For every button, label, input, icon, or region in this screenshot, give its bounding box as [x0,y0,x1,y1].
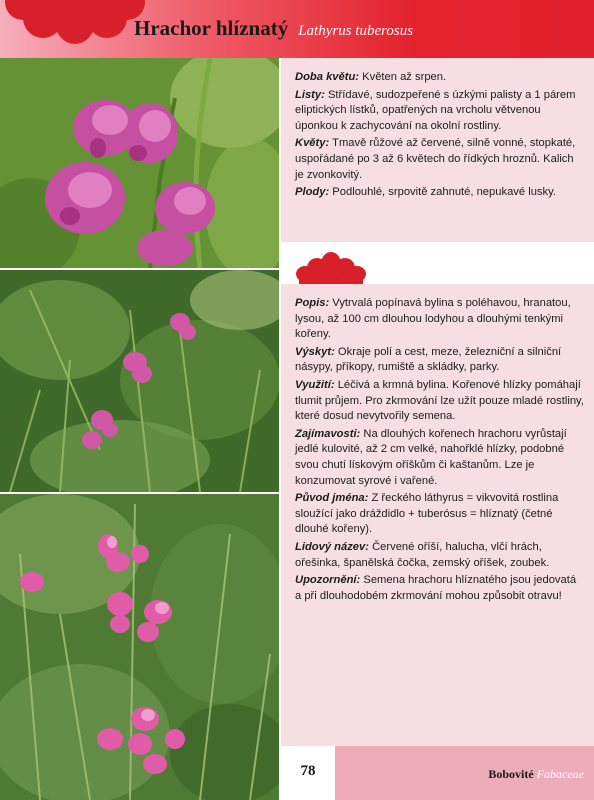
entry-description: Popis: Vytrvalá popínavá bylina s poléhavou, hranatou, lysou, až 100 cm dlouhou lodyhou a dlouhými tenkými kořeny. [295,297,571,341]
info-list-top [295,70,585,203]
flower-divider-icon [295,252,367,284]
entry-occurrence: Výskyt: Okraje polí a cest, meze, železniční a silniční násypy, příkopy, rumiště a skládky, parky. [295,345,562,374]
page-title [134,16,413,41]
title-latin: Lathyrus tuberosus [298,23,414,39]
entry-flowers: Květy: Tmavě růžové až červené, silně vonné, stopkaté, uspořádané po 3 až 6 květech do řídkých hroznů. Kalich je zvonkovitý. [295,137,576,181]
entry-fruits: Plody: Podlouhlé, srpovitě zahnuté, nepukavé lusky. [295,186,556,199]
entry-leaves: Listy: Střídavé, sudozpeřené s úzkými palisty a 1 párem eliptických lístků, opatřených na vrcholu větvenou úponkou k zachycování na okolní rostliny. [295,88,576,132]
family-name [488,767,584,782]
family-name-latin: Fabaceae [536,767,584,781]
info-list-bottom [295,296,585,606]
title-czech: Hrachor hlíznatý [134,16,289,40]
entry-folk-names: Lidový název: Červené oříší, halucha, vlčí hrách, ořešinka, španělská čočka, zemský oříšek, zoubek. [295,540,550,569]
photo-flowering-stems [0,494,279,800]
entry-bloom-time: Doba květu: Květen až srpen. [295,71,447,83]
page-number: 78 [300,763,316,779]
page-header [0,0,594,58]
photo-flower-closeup [0,58,279,268]
entry-curiosities: Zajímavosti: Na dlouhých kořenech hrachoru vyrůstají jedlé kulovité, až 2 cm velké, nahořklé hlízky, podobné svou chutí lískovým oříškům či kaštanům. Lze je konzumovat syrové i vařené. [295,427,567,487]
family-name-czech: Bobovité [488,767,534,781]
entry-usage: Využití: Léčivá a krmná bylina. Kořenové hlízky pomáhají tlumit průjem. Pro zkrmování lze užít pouze mladé rostliny, které dosud nevytvořily semena. [295,378,584,423]
footer-family-bar [335,746,594,800]
photo-plant-meadow [0,270,279,492]
entry-warning: Upozornění: Semena hrachoru hlíznatého jsou jedovatá a při dlouhodobém zkrmování mohou způsobit otravu! [295,574,577,602]
entry-name-origin: Původ jména: Z řeckého láthyrus = vikvovitá rostlina sloužící jako dráždidlo + tuberósus = hlíznatý (četné dlouhé kořeny). [295,492,559,536]
flower-ornament-icon [5,0,145,44]
